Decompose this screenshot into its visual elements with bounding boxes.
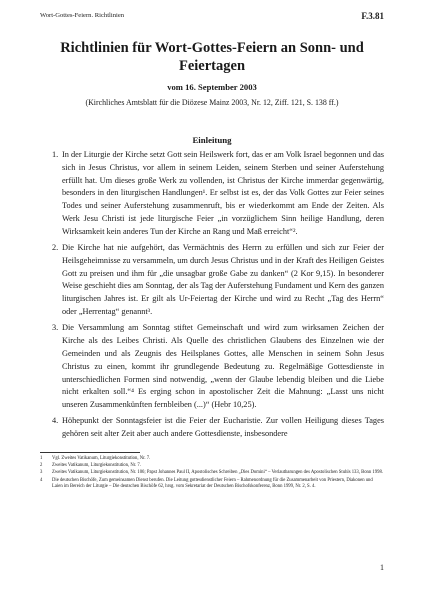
document-title: Richtlinien für Wort-Gottes-Feiern an Sonn- und Feiertagen	[60, 40, 364, 74]
footnote	[40, 478, 384, 491]
footnote	[40, 463, 384, 470]
paragraph-text: Die Kirche hat nie aufgehört, das Vermächtnis des Herrn zu erfüllen und sich zur Feier der Heilsgeheimnisse zu versammeln, um durch Jesus Christus und in der Kraft des Heiligen Geistes Gott zu preisen und ihm für „die unsagbar große Gabe zu danken“ (2 Kor 9,15). In besonderer Weise geschieht dies am Sonntag, der als Tag der Auferstehung Fundament und Kern des ganzen liturgischen Jahres ist. Er gilt als Ur-Feiertag der Kirche und wird zu Recht „Tag des Herrn“ oder „Herrentag“ genannt³.	[62, 243, 384, 317]
footnote-number: 4	[40, 477, 43, 483]
document-code: F.3.81	[361, 11, 384, 21]
running-header: Wort-Gottes-Feiern. Richtlinien	[40, 12, 125, 19]
footnote-text: Die deutschen Bischöfe, Zum gemeinsamen Dienst berufen. Die Leitung gottesdienstlicher Feiern – Rahmenordnung für die Zusammenarbeit von Priestern, Diakonen und Laien im Bereich der Liturgie – Die deutschen Bischöfe 62, hrsg. vom Sekretariat der Deutschen Bischofskonferenz, Bonn 1999, Nr. 2, S. 4.	[52, 477, 373, 490]
paragraph-item	[52, 322, 384, 412]
paragraph-item	[52, 149, 384, 239]
footnote-number: 1	[40, 456, 43, 461]
paragraph-number: 1.	[52, 150, 59, 159]
paragraph-number: 2.	[52, 243, 59, 253]
footnote-divider	[40, 452, 140, 453]
footnote	[40, 470, 384, 477]
paragraph-item	[52, 415, 384, 441]
footnote-text: Zweites Vatikanum, Liturgiekonstitution, Nr. 7.	[52, 463, 141, 469]
document-date: vom 16. September 2003	[167, 82, 257, 92]
footnote	[40, 456, 384, 463]
section-heading: Einleitung	[192, 135, 232, 145]
page-number: 1	[380, 563, 384, 572]
footnote-number: 2	[40, 463, 43, 469]
numbered-paragraphs	[52, 149, 384, 445]
paragraph-text: In der Liturgie der Kirche setzt Gott sein Heilswerk fort, das er am Volk Israel begonnen und das sich in Jesus Christus, vor allem in seinem Leiden, seinem Sterben und seiner Auferstehung erfüllt hat. Um dieses große Werk zu vollenden, ist Christus der Kirche immerdar gegenwärtig, besonders in den liturgischen Handlungen¹. Er selbst ist es, der das Volk Gottes zur Feier seines Todes und seiner Auferstehung zusammenruft, bis er wiederkommt am Ende der Zeiten. Als Werk Jesu Christi ist jede liturgische Feier „in vorzüglichem Sinn heilige Handlung, deren Wirksamkeit kein anderes Tun der Kirche an Rang und Maß erreicht“².	[62, 150, 384, 236]
paragraph-number: 3.	[52, 323, 59, 333]
paragraph-text: Die Versammlung am Sonntag stiftet Gemeinschaft und wird zum wirksamen Zeichen der Kirche als des Leibes Christi. Als Quelle des christlichen Glaubens des Einzelnen wie der Gemeinden und als Zeugnis des Heilsplanes Gottes, alle Menschen in seinem Sohn Jesus Christus zu einen, kommt ihr grundlegende Bedeutung zu. Regelmäßige Gottesdienste in unterschiedlichen Formen sind notwendig, „wenn der Glaube lebendig bleiben und die Liebe nicht erkalten soll.“⁴ Es erging schon in apostolischer Zeit die Mahnung: „Lasst uns nicht unseren Zusammenkünften fernbleiben (...)“ (Hebr 10,25).	[62, 323, 384, 410]
paragraph-item	[52, 242, 384, 319]
source-citation: (Kirchliches Amtsblatt für die Diözese Mainz 2003, Nr. 12, Ziff. 121, S. 138 ff.)	[85, 98, 339, 107]
paragraph-number: 4.	[52, 416, 59, 426]
footnote-text: Vgl. Zweites Vatikanum, Liturgiekonstitution, Nr. 7.	[52, 456, 151, 461]
footnotes	[40, 456, 384, 491]
footnote-number: 3	[40, 470, 43, 476]
footnote-text: Zweites Vatikanum, Liturgiekonstitution, Nr. 106; Papst Johannes Paul II, Apostolisches Schreiben „Dies Domini“ – Verlautbarungen des Apostolischen Stuhls 133, Bonn 1998.	[52, 470, 383, 476]
paragraph-text: Höhepunkt der Sonntagsfeier ist die Feier der Eucharistie. Zur vollen Heiligung dieses Tages gehören seit alter Zeit aber auch andere Gottesdienste, insbesondere	[62, 416, 384, 439]
